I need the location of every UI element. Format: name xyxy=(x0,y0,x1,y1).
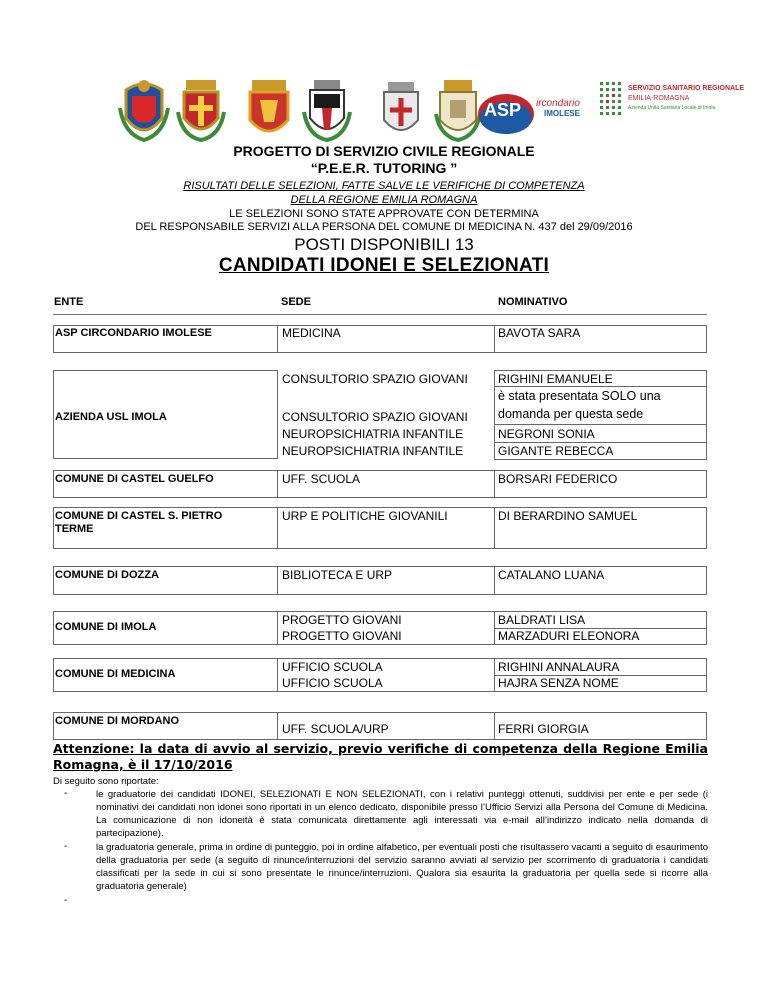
crest-icon xyxy=(244,78,294,142)
header-divider xyxy=(53,314,707,315)
posts-available: POSTI DISPONIBILI 13 xyxy=(294,235,474,254)
sede-value: CONSULTORIO SPAZIO GIOVANI xyxy=(282,410,468,424)
sede-value: PROGETTO GIOVANI xyxy=(282,613,402,627)
ente-label: COMUNE DI CASTEL GUELFO xyxy=(55,473,214,485)
crest-icon xyxy=(434,78,482,142)
nome-value: BALDRATI LISA xyxy=(498,613,586,627)
nome-value: CATALANO LUANA xyxy=(498,568,605,582)
bullet-mark: - xyxy=(64,841,68,852)
nome-value: NEGRONI SONIA xyxy=(498,427,595,441)
sede-value: UFF. SCUOLA xyxy=(282,472,361,486)
sede-value: CONSULTORIO SPAZIO GIOVANI xyxy=(282,372,468,386)
start-date-notice: Attenzione: la data di avvio al servizio, previo verifiche di competenza della Regione Emilia Romagna, è il 17/10/2016 xyxy=(53,741,708,772)
column-header-nominativo: NOMINATIVO xyxy=(498,296,568,308)
bullet-mark: - xyxy=(64,895,68,906)
ssr-line2: EMILIA-ROMAGNA xyxy=(628,95,690,102)
bullet-text: le graduatorie dei candidati IDONEI, SELEZIONATI E NON SELEZIONATI, con i relativi punteggi ottenuti, suddivisi per ente e per sede (i nominativi dei candidati non idonei sono riportati in un elenco dedicato, disponibile presso l’Ufficio Servizi alla Persona del Comune di Medicina. La comunicazione di non idoneità è stata comunicata direttamente agli interessati via e-mail all’indirizzo indicato nella domanda di partecipazione). xyxy=(96,789,708,839)
nome-value: BAVOTA SARA xyxy=(498,326,581,340)
asp-logo-sub2: IMOLESE xyxy=(544,109,581,118)
bullet-text: la graduatoria generale, prima in ordine di punteggio, poi in ordine alfabetico, per eventuali posti che risultassero vacanti a seguito di esaurimento della graduatoria per sede (a seguito di rinunce/interruzioni del servizio saranno avviati al servizio per scorrimento di graduatoria i candidati classificati per la sede in cui si sono presentate le rinunce/interruzioni. Qualora sia esaurita la graduatoria per quella sede si ricorre alla graduatoria generale) xyxy=(96,842,708,892)
sede-value: UFFICIO SCUOLA xyxy=(282,660,383,674)
crest-icon xyxy=(302,78,352,142)
sede-value: UFF. SCUOLA/URP xyxy=(282,722,389,736)
nome-value: GIGANTE REBECCA xyxy=(498,444,614,458)
ente-label: COMUNE DI DOZZA xyxy=(55,569,159,581)
crest-icon xyxy=(118,78,170,142)
project-subtitle: “P.E.E.R. TUTORING ” xyxy=(310,160,458,176)
column-header-ente: ENTE xyxy=(54,296,84,308)
ente-label: TERME xyxy=(55,523,94,535)
nome-value: RIGHINI EMANUELE xyxy=(498,372,613,386)
ssr-logo xyxy=(598,78,768,138)
ssr-line3: Azienda Unità Sanitaria Locale di Imola xyxy=(628,105,716,111)
nome-note: è stata presentata SOLO una xyxy=(498,389,661,403)
sede-value: BIBLIOTECA E URP xyxy=(282,568,393,582)
bullet-mark: - xyxy=(64,788,68,799)
asp-logo xyxy=(476,84,596,145)
approval-line-1: LE SELEZIONI SONO STATE APPROVATE CON DETERMINA xyxy=(229,208,539,220)
crest-icon xyxy=(378,78,424,142)
nome-value: BORSARI FEDERICO xyxy=(498,472,618,486)
project-title: PROGETTO DI SERVIZIO CIVILE REGIONALE xyxy=(233,143,535,159)
ente-label: ASP CIRCONDARIO IMOLESE xyxy=(55,327,212,339)
approval-line-2: DEL RESPONSABILE SERVIZI ALLA PERSONA DEL COMUNE DI MEDICINA N. 437 del 29/09/2016 xyxy=(135,221,633,233)
sede-value: NEUROPSICHIATRIA INFANTILE xyxy=(282,444,464,458)
intro-text: Di seguito sono riportate: xyxy=(53,776,159,787)
sede-value: URP E POLITICHE GIOVANILI xyxy=(282,509,448,523)
crest-icon xyxy=(176,78,226,142)
sede-value: NEUROPSICHIATRIA INFANTILE xyxy=(282,427,464,441)
main-heading: CANDIDATI IDONEI E SELEZIONATI xyxy=(218,255,550,276)
ente-label: COMUNE DI CASTEL S. PIETRO xyxy=(55,510,223,522)
sede-value: PROGETTO GIOVANI xyxy=(282,629,402,643)
column-header-sede: SEDE xyxy=(281,296,311,308)
asp-logo-sub1: ircondario xyxy=(536,98,580,109)
sede-value: UFFICIO SCUOLA xyxy=(282,676,383,690)
ente-label: COMUNE DI MORDANO xyxy=(55,715,180,727)
ente-label: COMUNE DI MEDICINA xyxy=(55,668,176,680)
sede-value: MEDICINA xyxy=(282,326,341,340)
ente-label: COMUNE DI IMOLA xyxy=(55,621,157,633)
results-line-1: RISULTATI DELLE SELEZIONI, FATTE SALVE LE VERIFICHE DI COMPETENZA xyxy=(183,180,585,192)
nome-value: RIGHINI ANNALAURA xyxy=(498,660,620,674)
nome-note: domanda per questa sede xyxy=(498,407,644,421)
nome-value: DI BERARDINO SAMUEL xyxy=(498,509,638,523)
ente-label: AZIENDA USL IMOLA xyxy=(55,411,167,423)
results-line-2: DELLA REGIONE EMILIA ROMAGNA xyxy=(290,194,478,206)
ssr-line1: SERVIZIO SANITARIO REGIONALE xyxy=(628,85,745,92)
asp-logo-text: ASP xyxy=(484,100,522,120)
nome-value: HAJRA SENZA NOME xyxy=(498,676,619,690)
nome-value: MARZADURI ELEONORA xyxy=(498,629,640,643)
nome-value: FERRI GIORGIA xyxy=(498,722,589,736)
